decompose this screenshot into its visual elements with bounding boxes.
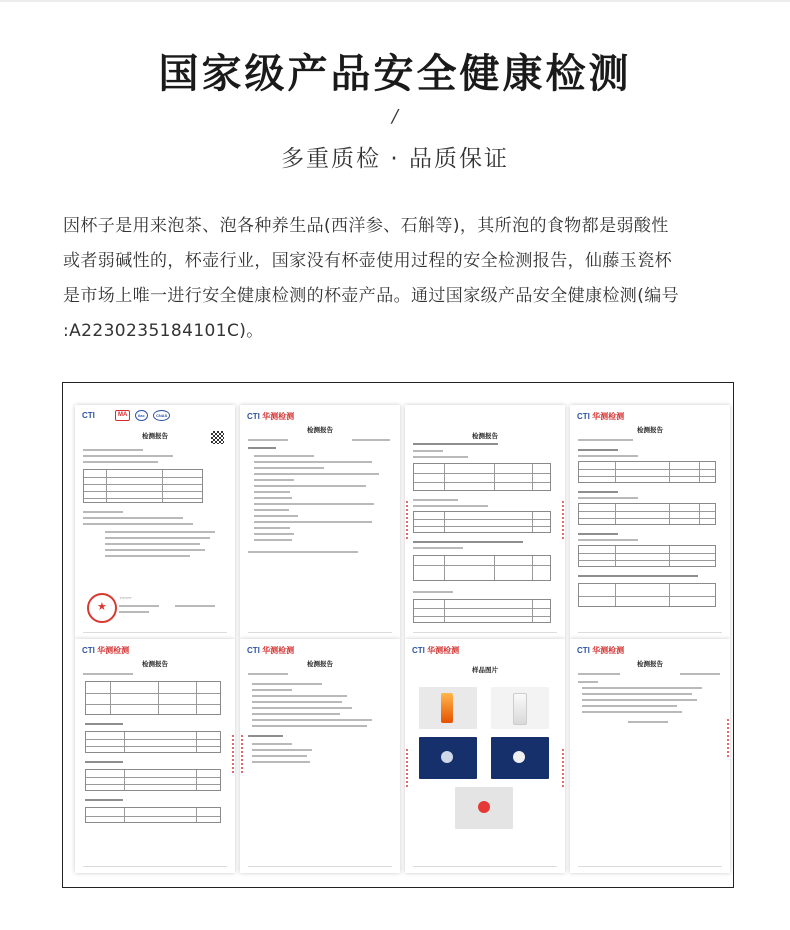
report-table (413, 555, 551, 581)
description-line: :A2230235184101C)。 (63, 321, 264, 341)
report-page-cover (75, 405, 235, 639)
cnas-badge: CNAS (153, 410, 170, 421)
report-heading: 检测报告 (472, 432, 498, 440)
sample-photo (419, 687, 477, 729)
report-table (578, 503, 716, 525)
description-line: 因杯子是用来泡茶、泡各种养生品(西洋参、石斛等)，其所泡的食物都是弱酸性 (63, 216, 669, 236)
top-divider (0, 0, 790, 2)
sample-photo (455, 787, 513, 829)
report-heading: 检测报告 (307, 426, 333, 434)
report-table (578, 583, 716, 607)
description-paragraph (63, 209, 743, 349)
cti-logo: CTI 华测检测 (247, 646, 295, 655)
report-page-4 (570, 405, 730, 639)
description-line: 或者弱碱性的，杯壶行业，国家没有杯壶使用过程的安全检测报告，仙藤玉瓷杯 (63, 251, 672, 271)
report-table (578, 545, 716, 567)
report-page-8 (570, 639, 730, 873)
report-heading: 检测报告 (637, 426, 663, 434)
ilac-badge: ilac (135, 410, 148, 421)
cti-logo: CTI 华测检测 (82, 646, 130, 655)
page-subtitle: 多重质检 · 品质保证 (281, 146, 509, 172)
title-slash: / (391, 106, 399, 127)
cti-logo: CTI 华测检测 (247, 412, 295, 421)
qr-code-icon (211, 431, 224, 444)
cma-badge: MA (115, 410, 130, 421)
report-table (85, 731, 221, 753)
report-page-2 (240, 405, 400, 639)
test-report-image (62, 382, 734, 888)
report-page-6 (240, 639, 400, 873)
report-heading: 检测报告 (142, 660, 168, 668)
description-line: 是市场上唯一进行安全健康检测的杯壶产品。通过国家级产品安全健康检测(编号 (63, 286, 680, 306)
report-table (85, 769, 221, 791)
report-table (578, 461, 716, 483)
signature-mark: 〰〰 (119, 595, 132, 602)
sample-photo (491, 737, 549, 779)
cti-logo: CTI 华测检测 (412, 646, 460, 655)
report-table (413, 463, 551, 491)
report-heading: 检测报告 (637, 660, 663, 668)
cti-logo: CTI 华测检测 (577, 646, 625, 655)
cti-logo: CTI (82, 411, 95, 420)
sample-photo (491, 687, 549, 729)
report-heading: 检测报告 (142, 432, 168, 440)
report-page-sample-photos (405, 639, 565, 873)
official-seal-icon (87, 593, 117, 623)
page-title: 国家级产品安全健康检测 (158, 50, 632, 97)
report-table (85, 681, 221, 715)
report-heading: 检测报告 (307, 660, 333, 668)
report-table (85, 807, 221, 823)
report-table (413, 599, 551, 623)
report-table (413, 511, 551, 533)
report-page-5 (75, 639, 235, 873)
cti-logo: CTI 华测检测 (577, 412, 625, 421)
report-table (83, 469, 203, 503)
report-page-3 (405, 405, 565, 639)
sample-photo (419, 737, 477, 779)
sample-photos-heading: 样品图片 (472, 666, 498, 674)
